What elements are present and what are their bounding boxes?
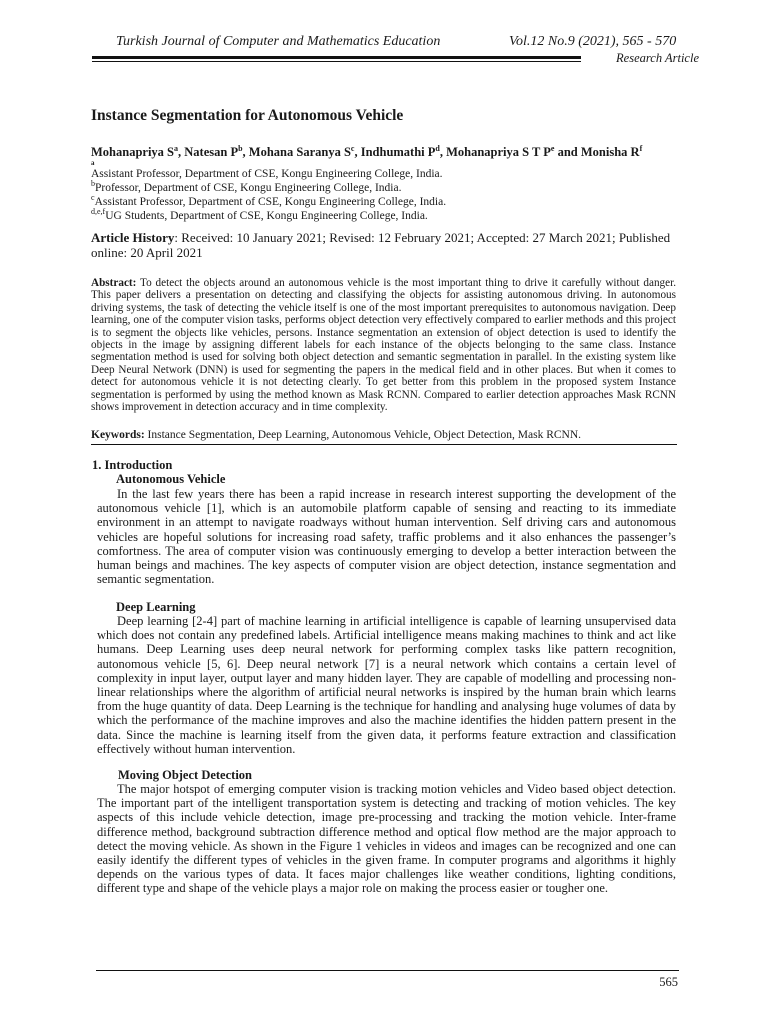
keywords-text: Instance Segmentation, Deep Learning, Autonomous Vehicle, Object Detection, Mask RCNN. [144, 429, 582, 441]
author-sup: d [435, 143, 440, 153]
volume-info: Vol.12 No.9 (2021), 565 - 570 [509, 34, 677, 49]
subheading-moving-object-detection: Moving Object Detection [118, 768, 252, 782]
affiliation-sup: b [91, 179, 95, 189]
author-list: Mohanapriya $S^a$, Natesan $P^b$, Mohana Saranya $S^c$, Indhumathi $P^d$, Mohanapriya S T $P^e$ and Monisha $R^f$ [91, 143, 643, 159]
author-sup: c [350, 143, 355, 153]
section-heading: 1. Introduction [92, 458, 173, 472]
subheading-deep-learning: Deep Learning [116, 600, 196, 614]
author-name: Mohanapriya S T P [446, 145, 551, 159]
author-name: Mohanapriya S [91, 145, 175, 159]
keywords [91, 429, 676, 441]
affiliation-a: Assistant Professor, Department of CSE, Kongu Engineering College, India. [91, 168, 443, 180]
footer-rule [96, 970, 679, 971]
page-number: 565 [659, 975, 678, 989]
author-sup: b [238, 143, 243, 153]
affiliation-b: $^b$Professor, Department of CSE, Kongu Engineering College, India. [91, 179, 402, 194]
abstract-label: Abstract: [91, 277, 137, 289]
abstract [91, 277, 676, 413]
author-sup: e [550, 143, 555, 153]
author-sup: a [174, 143, 179, 153]
header-rule-thin [92, 61, 581, 62]
abstract-text: To detect the objects around an autonomous vehicle is the most important thing to drive it carefully without danger. This paper delivers a presentation on detecting and classifying the objects for assisting autonomous driving. In autonomous driving systems, the task of detecting the vehicle itself is one of the most important prerequisites to autonomous navigation. Deep learning, one of the computer vision tasks, performs object detection very effectively compared to earlier methods and this project is to segment the objects like vehicles, persons. Instance segmentation an extension of object detection is used to identify the objects in the image by assigning different labels for each instance of the objects belonging to the same class. Instance segmentation method is used for solving both object detection and semantic segmentation in parallel. In the existing system like Deep Neural Network (DNN) is used for segmenting the papers in the medical field and in other places. But when it comes to detect for autonomous vehicle it is not detecting clearly. To get better from this problem in the proposed system Instance segmentation is performed by using the method known as Mask RCNN. Compared to earlier detection approaches Mask RCNN shows improvement in detection accuracy and in time complexity. [91, 277, 676, 414]
article-type: Research Article [616, 51, 699, 65]
subheading-autonomous-vehicle: Autonomous Vehicle [116, 472, 226, 486]
history-label: Article History [91, 230, 175, 245]
affiliations [91, 160, 446, 223]
author-name: Natesan P [184, 145, 239, 159]
affiliation-sup: d,e,f [91, 207, 106, 217]
keywords-rule [91, 444, 677, 445]
author-name: Indhumathi P [360, 145, 436, 159]
paper-title: Instance Segmentation for Autonomous Vehicle [91, 107, 404, 124]
paragraph-moving-object-detection: The major hotspot of emerging computer vision is tracking motion vehicles and Video based object detection. The important part of the intelligent transportation system is detecting and tracking of motion vehicles. The key aspects of this include vehicle detection, image pre-processing and tracking the motion vehicle. Inter-frame difference method, background subtraction difference method and optical flow method are the major approach to detect the moving vehicle. As shown in the Figure 1 vehicles in videos and images can be recognized and one can easily identify the different types of vehicles in the given frame. In computer programs and algorithms it highly depends on the various types of data. It faces major challenges like weather conditions, lighting conditions, different type and shape of the vehicle plays a major role on making the process easier or tougher one. [97, 782, 676, 896]
journal-name: Turkish Journal of Computer and Mathematics Education [116, 34, 441, 49]
author-name: Monisha R [580, 145, 640, 159]
history-text: : Received: 10 January 2021; Revised: 12 February 2021; Accepted: 27 March 2021; Published online: 20 April 2021 [91, 230, 671, 260]
paragraph-deep-learning: Deep learning [2-4] part of machine learning in artificial intelligence is capable of learning unsupervised data which does not contain any predefined labels. Artificial intelligence means making machines to think and act like humans. Deep Learning uses deep neural network for performing complex tasks like pattern recognition, autonomous vehicle [5, 6]. Deep neural network [7] is a neural network which contains a certain level of complexity in input layer, output layer and many hidden layer. They are capable of modelling and processing non-linear relationships where the algorithm of artificial neural networks is inspired by the human brain which learns from the huge quantity of data. Deep Learning is the technique for handling and analysing huge volumes of data by which the performance of the machine improves and also the machine identifies the hidden pattern present in the data. Since the machine is learning itself from the given data, it performs feature extraction and classification effectively without human intervention. [97, 614, 676, 756]
author-name: Mohana Saranya S [248, 145, 351, 159]
header-rule-thick [92, 56, 581, 59]
affiliation-sup: c [91, 193, 95, 203]
affiliation-mark: a [91, 159, 95, 167]
affiliation-def: $^{d,e,f}$UG Students, Department of CSE, Kongu Engineering College, India. [91, 207, 428, 222]
keywords-label: Keywords: [91, 429, 145, 441]
author-sup: f [639, 143, 643, 153]
paragraph-autonomous-vehicle: In the last few years there has been a rapid increase in research interest supporting the development of the autonomous vehicle [1], which is an automobile platform capable of sensing and reacting to its immediate environment in an attempt to navigate roadways without human intervention. Self driving cars and autonomous vehicles are hopeful solutions for increasing road safety, traffic problems and it also enhances the passenger’s comfortness. The area of computer vision was continuously emerging to develop a better interaction between the human beings and machines. The key aspects of computer vision are object detection, instance segmentation and semantic segmentation. [97, 487, 676, 587]
affiliation-c: $^c$Assistant Professor, Department of CSE, Kongu Engineering College, India. [91, 193, 447, 208]
article-history [91, 230, 676, 260]
